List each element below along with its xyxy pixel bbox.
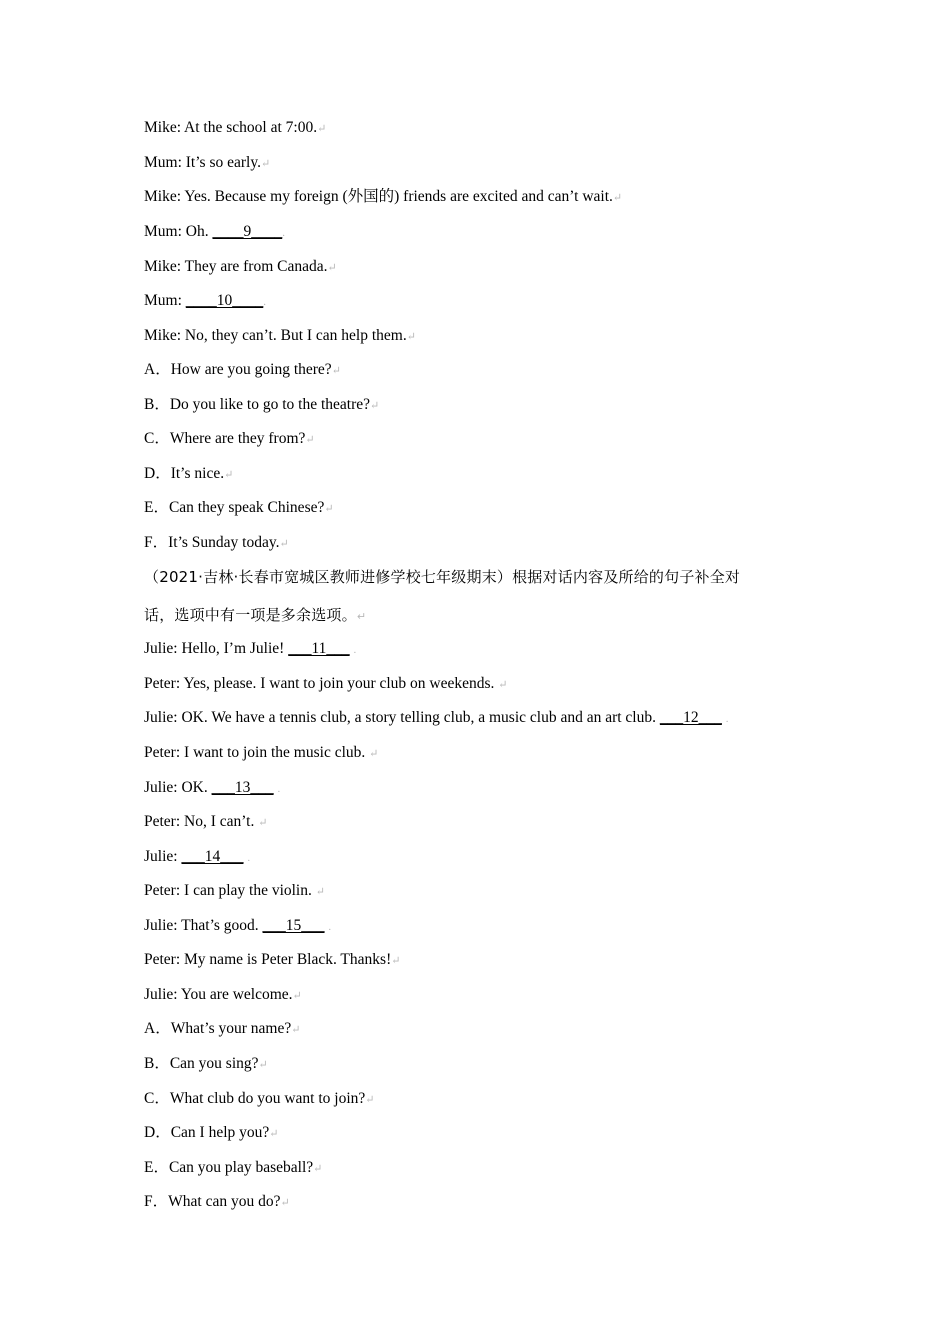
dialogue-line: Julie: OK. ___13___ .: [144, 779, 281, 796]
answer-blank-14[interactable]: ___14___: [181, 848, 244, 865]
option-item-d: D．Can I help you?↵: [144, 1124, 279, 1141]
dialogue-line: Julie: You are welcome.↵: [144, 986, 302, 1003]
answer-blank-11[interactable]: ___11___: [288, 640, 350, 657]
option-item-f: F．It’s Sunday today.↵: [144, 534, 289, 551]
option-item-a: A．How are you going there?↵: [144, 361, 341, 378]
dialogue-line: Julie: That’s good. ___15___ .: [144, 917, 332, 934]
answer-blank-10[interactable]: ____10____: [185, 292, 264, 309]
dialogue-line: Mike: At the school at 7:00.↵: [144, 119, 327, 136]
option-item-e: E．Can you play baseball?↵: [144, 1159, 323, 1176]
dialogue-line: Julie: OK. We have a tennis club, a story telling club, a music club and an art club. ___12___ .: [144, 709, 729, 726]
dialogue-line: Mike: They are from Canada.↵: [144, 258, 337, 275]
option-item-a: A．What’s your name?↵: [144, 1020, 301, 1037]
option-item-d: D．It’s nice.↵: [144, 465, 234, 482]
option-item-c: C．What club do you want to join?↵: [144, 1090, 375, 1107]
dialogue-line: Peter: I want to join the music club. ↵: [144, 744, 379, 761]
option-item-b: B．Can you sing?↵: [144, 1055, 268, 1072]
dialogue-line: Mum: It’s so early.↵: [144, 154, 271, 171]
answer-blank-13[interactable]: ___13___: [211, 779, 274, 796]
dialogue-line: Mike: Yes. Because my foreign (外国的) friends are excited and can’t wait.↵: [144, 188, 623, 205]
dialogue-line: Julie: ___14___ .: [144, 848, 251, 865]
dialogue-line: Peter: No, I can’t. ↵: [144, 813, 268, 830]
question-instruction-cont: 话，选项中有一项是多余选项。↵: [144, 606, 367, 624]
dialogue-line: Mum: Oh. ____9____.: [144, 223, 285, 240]
option-item-b: B．Do you like to go to the theatre?↵: [144, 396, 380, 413]
dialogue-line: Peter: I can play the violin. ↵: [144, 882, 325, 899]
dialogue-line: Peter: Yes, please. I want to join your club on weekends. ↵: [144, 675, 508, 692]
answer-blank-15[interactable]: ___15___: [262, 917, 325, 934]
dialogue-line: Peter: My name is Peter Black. Thanks!↵: [144, 951, 401, 968]
answer-blank-12[interactable]: ___12___: [659, 709, 722, 726]
question-instruction: （2021·吉林·长春市宽城区教师进修学校七年级期末）根据对话内容及所给的句子补全对: [144, 568, 741, 586]
option-item-e: E．Can they speak Chinese?↵: [144, 499, 334, 516]
dialogue-line: Mum: ____10____.: [144, 292, 267, 309]
dialogue-line: Mike: No, they can’t. But I can help them.↵: [144, 327, 416, 344]
option-item-c: C．Where are they from?↵: [144, 430, 315, 447]
dialogue-line: Julie: Hello, I’m Julie! ___11___ .: [144, 640, 357, 657]
answer-blank-9[interactable]: ____9____: [212, 223, 283, 240]
option-item-f: F．What can you do?↵: [144, 1193, 290, 1210]
